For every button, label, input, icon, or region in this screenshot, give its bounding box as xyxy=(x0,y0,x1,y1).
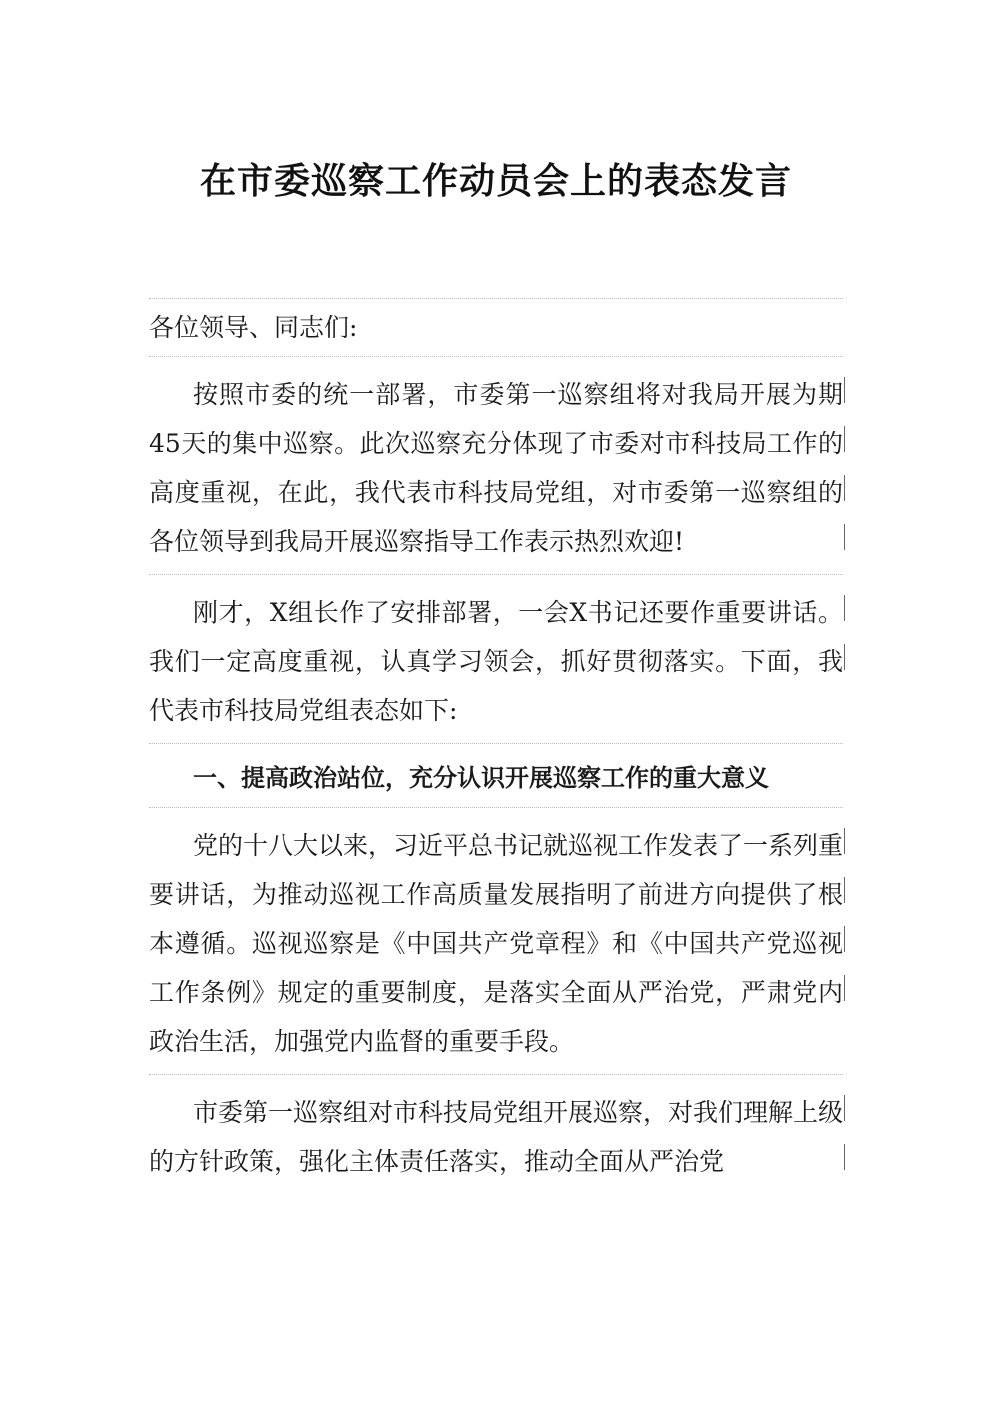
line-end-mark xyxy=(844,1095,845,1121)
line-end-mark xyxy=(844,377,845,403)
paragraph-3 xyxy=(149,807,843,1074)
paragraph-4-text: 市委第一巡察组对市科技局党组开展巡察，对我们理解上级的方针政策，强化主体责任落实，推动全面从严治党 xyxy=(149,1098,844,1176)
paragraph-2 xyxy=(149,574,843,743)
paragraph-1-text: 按照市委的统一部署，市委第一巡察组将对我局开展为期45天的集中巡察。此次巡察充分体现了市委对市科技局工作的高度重视，在此，我代表市科技局党组，对市委第一巡察组的各位领导到我局开展巡察指导工作表示热烈欢迎! xyxy=(149,380,843,556)
line-end-mark xyxy=(844,926,845,952)
line-end-mark xyxy=(844,524,845,550)
line-end-mark xyxy=(844,426,845,452)
line-end-mark xyxy=(844,828,845,854)
paragraph-4 xyxy=(149,1074,843,1194)
section-heading-1: 一、提高政治站位，充分认识开展巡察工作的重大意义 xyxy=(149,743,843,807)
line-end-mark xyxy=(844,877,845,903)
paragraph-3-text: 党的十八大以来，习近平总书记就巡视工作发表了一系列重要讲话，为推动巡视工作高质量发展指明了前进方向提供了根本遵循。巡视巡察是《中国共产党章程》和《中国共产党巡视工作条例》规定的重要制度，是落实全面从严治党，严肃党内政治生活，加强党内监督的重要手段。 xyxy=(149,831,844,1056)
line-end-mark xyxy=(844,475,845,501)
paragraph-1 xyxy=(149,356,843,574)
document-body xyxy=(149,298,843,1194)
line-end-mark xyxy=(844,975,845,1001)
line-end-mark xyxy=(844,1144,845,1170)
line-end-mark xyxy=(844,595,845,621)
paragraph-2-text: 刚才，X组长作了安排部署，一会X书记还要作重要讲话。我们一定高度重视，认真学习领会，抓好贯彻落实。下面，我代表市科技局党组表态如下: xyxy=(149,598,843,725)
salutation: 各位领导、同志们: xyxy=(149,298,843,356)
document-title: 在市委巡察工作动员会上的表态发言 xyxy=(199,161,792,202)
line-end-mark xyxy=(844,644,845,670)
